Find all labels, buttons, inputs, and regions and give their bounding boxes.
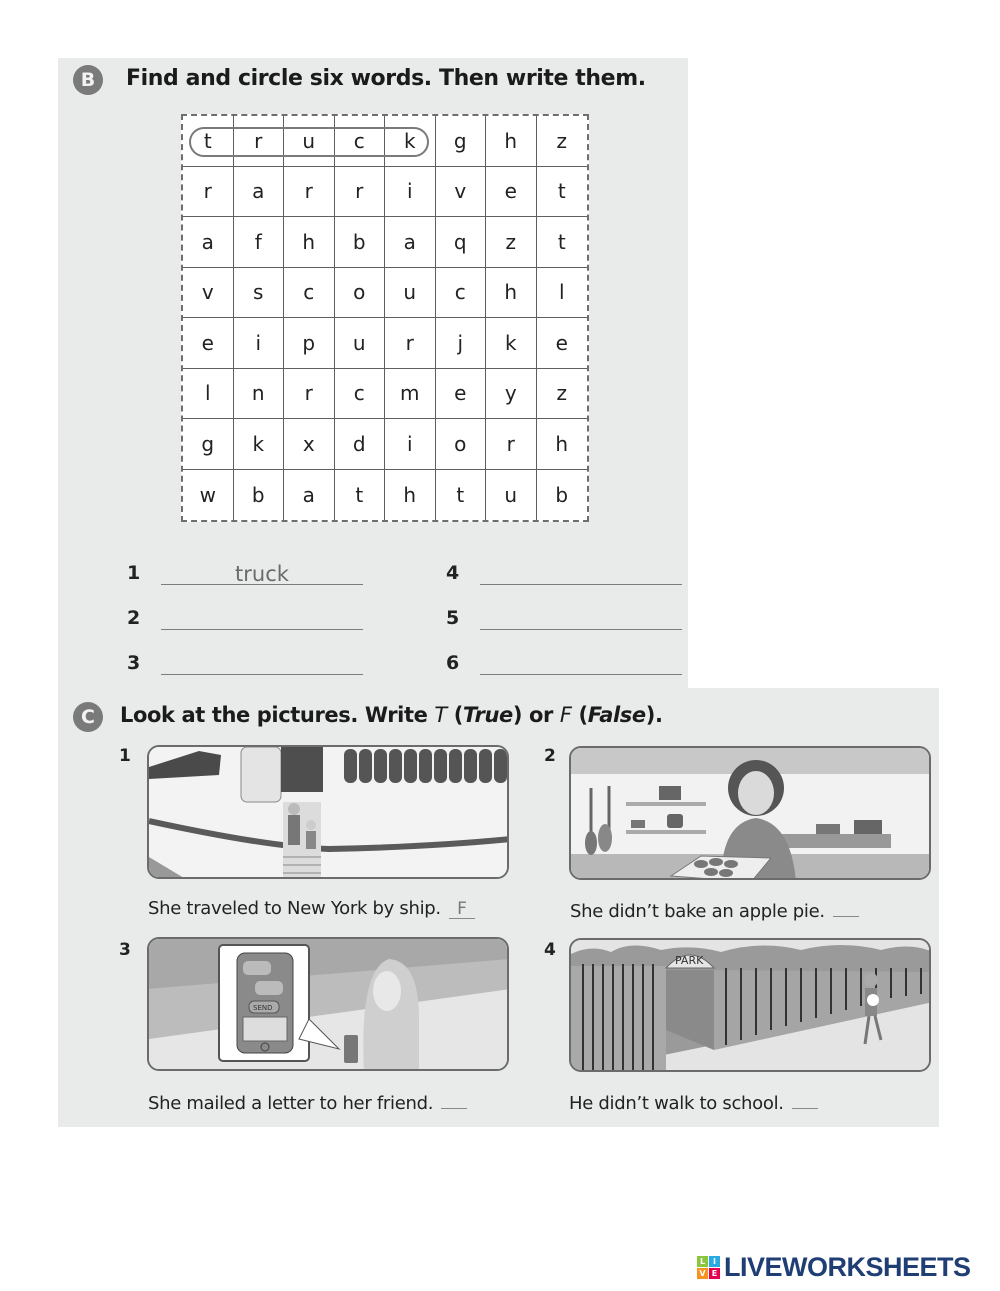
grid-cell[interactable]: c (284, 268, 335, 319)
grid-cell[interactable]: t (335, 470, 386, 521)
grid-cell[interactable]: l (183, 369, 234, 420)
grid-cell[interactable]: a (385, 217, 436, 268)
grid-cell[interactable]: c (335, 116, 386, 167)
grid-cell[interactable]: r (385, 318, 436, 369)
grid-cell[interactable]: a (183, 217, 234, 268)
logo-letter: I (709, 1256, 720, 1267)
grid-cell[interactable]: m (385, 369, 436, 420)
answer-row (446, 560, 686, 590)
grid-cell[interactable]: k (385, 116, 436, 167)
grid-cell[interactable]: u (385, 268, 436, 319)
grid-cell[interactable]: q (436, 217, 487, 268)
grid-cell[interactable]: n (234, 369, 285, 420)
answer-number: 5 (446, 607, 460, 629)
answer-row (446, 605, 686, 635)
answer-input[interactable]: truck (235, 562, 289, 586)
logo-letter: E (709, 1268, 720, 1279)
grid-cell[interactable]: r (183, 167, 234, 218)
grid-cell[interactable]: u (335, 318, 386, 369)
grid-cell[interactable]: e (183, 318, 234, 369)
grid-cell[interactable]: t (183, 116, 234, 167)
item-1-answer-field[interactable]: F (449, 900, 475, 919)
answer-number: 6 (446, 652, 460, 674)
answer-line (161, 674, 363, 675)
grid-cell[interactable]: b (234, 470, 285, 521)
section-c-badge: C (73, 702, 103, 732)
answer-row (127, 650, 367, 680)
grid-cell[interactable]: u (284, 116, 335, 167)
grid-cell[interactable]: j (436, 318, 487, 369)
answer-row (127, 605, 367, 635)
grid-cell[interactable]: h (385, 470, 436, 521)
grid-cell[interactable]: x (284, 419, 335, 470)
grid-cell[interactable]: b (335, 217, 386, 268)
item-4-answer-field[interactable] (792, 1090, 818, 1109)
grid-cell[interactable]: z (486, 217, 537, 268)
logo-text: LIVEWORKSHEETS (724, 1252, 971, 1282)
section-b-instruction: Find and circle six words. Then write them. (126, 66, 646, 91)
grid-cell[interactable]: e (486, 167, 537, 218)
section-c-instruction: Look at the pictures. Write T (True) or F (False). (120, 703, 663, 727)
grid-cell[interactable]: h (537, 419, 588, 470)
item-4-number: 4 (544, 940, 556, 960)
park-walk-illustration (569, 938, 931, 1072)
answer-row (446, 650, 686, 680)
item-2-answer-field[interactable] (833, 898, 859, 917)
phone-message-illustration (147, 937, 509, 1071)
grid-cell[interactable]: o (335, 268, 386, 319)
word-search-grid (181, 114, 589, 522)
live-logo-icon (697, 1256, 720, 1279)
item-3-number: 3 (119, 940, 131, 960)
grid-cell[interactable]: c (335, 369, 386, 420)
item-1-sentence: She traveled to New York by ship. F (148, 898, 475, 919)
section-b-badge: B (73, 65, 103, 95)
kitchen-cookies-illustration (569, 746, 931, 880)
grid-cell[interactable]: v (183, 268, 234, 319)
grid-cell[interactable]: l (537, 268, 588, 319)
grid-cell[interactable]: g (436, 116, 487, 167)
answer-line (480, 674, 682, 675)
grid-cell[interactable]: g (183, 419, 234, 470)
item-3-answer-field[interactable] (441, 1090, 467, 1109)
item-1-number: 1 (119, 746, 131, 766)
grid-cell[interactable]: i (385, 167, 436, 218)
svg-text:SEND: SEND (253, 1004, 273, 1012)
ship-boarding-illustration (147, 745, 509, 879)
answer-line (480, 629, 682, 630)
item-4-sentence: He didn’t walk to school. (569, 1090, 818, 1114)
item-3-sentence: She mailed a letter to her friend. (148, 1090, 467, 1114)
grid-cell[interactable]: z (537, 369, 588, 420)
svg-text:PARK: PARK (675, 954, 704, 967)
grid-cell[interactable]: k (486, 318, 537, 369)
grid-cell[interactable]: p (284, 318, 335, 369)
item-2-number: 2 (544, 746, 556, 766)
grid-cell[interactable]: i (234, 318, 285, 369)
answer-line (480, 584, 682, 585)
grid-cell[interactable]: t (537, 167, 588, 218)
answer-number: 4 (446, 562, 460, 584)
grid-cell[interactable]: r (234, 116, 285, 167)
grid-cell[interactable]: h (284, 217, 335, 268)
grid-cell[interactable]: d (335, 419, 386, 470)
grid-cell[interactable]: c (436, 268, 487, 319)
answer-line (161, 629, 363, 630)
grid-cell[interactable]: e (537, 318, 588, 369)
grid-cell[interactable]: w (183, 470, 234, 521)
grid-cell[interactable]: h (486, 116, 537, 167)
grid-cell[interactable]: k (234, 419, 285, 470)
grid-cell[interactable]: y (486, 369, 537, 420)
answer-number: 3 (127, 652, 141, 674)
grid-cell[interactable]: e (436, 369, 487, 420)
grid-cell[interactable]: o (436, 419, 487, 470)
grid-cell[interactable]: a (234, 167, 285, 218)
item-2-sentence: She didn’t bake an apple pie. (570, 898, 859, 922)
grid-cell[interactable]: a (284, 470, 335, 521)
grid-cell[interactable]: r (284, 369, 335, 420)
grid-cell[interactable]: h (486, 268, 537, 319)
grid-cell[interactable]: i (385, 419, 436, 470)
answer-number: 1 (127, 562, 141, 584)
grid-cell[interactable]: f (234, 217, 285, 268)
grid-cell[interactable]: s (234, 268, 285, 319)
grid-cell[interactable]: z (537, 116, 588, 167)
logo-letter: L (697, 1256, 708, 1267)
answer-number: 2 (127, 607, 141, 629)
grid-cell[interactable]: r (335, 167, 386, 218)
grid-cell[interactable]: u (486, 470, 537, 521)
grid-cell[interactable]: t (436, 470, 487, 521)
grid-cell[interactable]: t (537, 217, 588, 268)
grid-cell[interactable]: b (555, 482, 569, 507)
liveworksheets-logo[interactable] (697, 1252, 971, 1283)
logo-letter: V (697, 1268, 708, 1279)
answer-row (127, 560, 367, 590)
grid-cell[interactable]: r (486, 419, 537, 470)
grid-cell[interactable]: r (284, 167, 335, 218)
grid-cell[interactable]: v (436, 167, 487, 218)
